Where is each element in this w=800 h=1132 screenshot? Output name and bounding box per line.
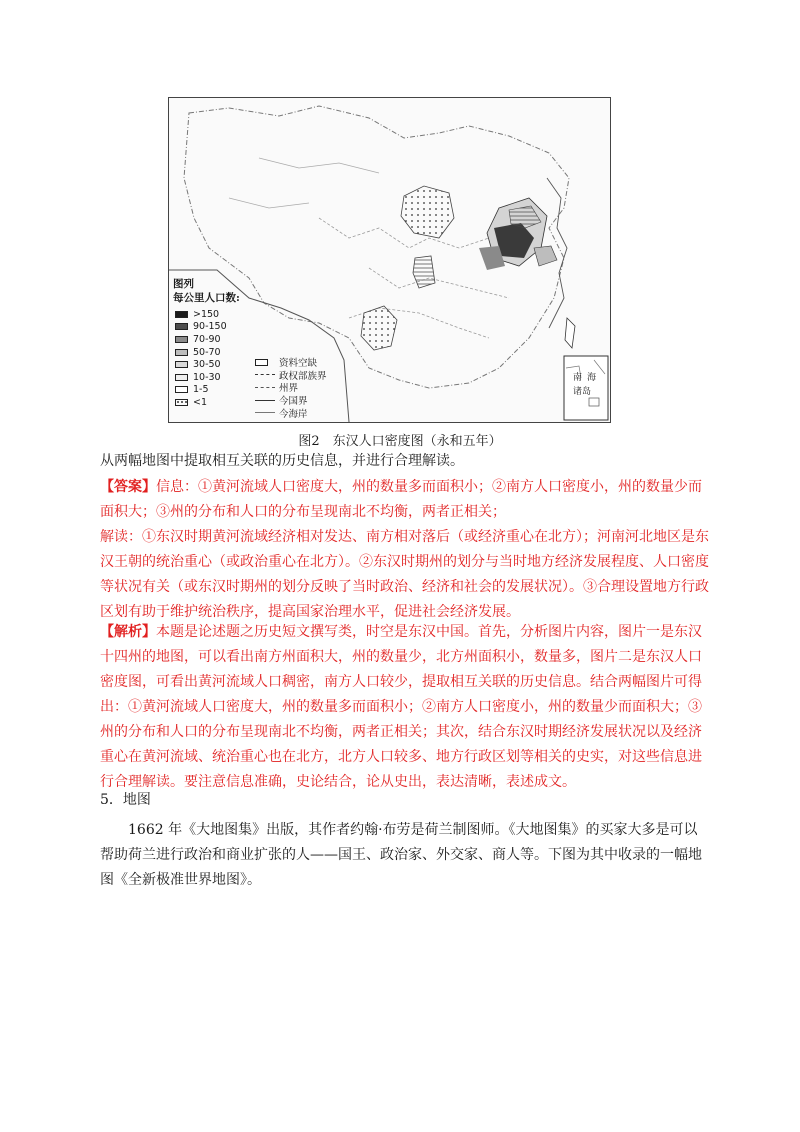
- legend-label: 资料空缺: [279, 358, 318, 370]
- analysis-tag: 【解析】: [100, 624, 156, 640]
- legend-item: [255, 406, 327, 419]
- legend-swatch: [175, 311, 188, 318]
- legend-box-sample: [255, 359, 268, 366]
- inset-label: 海: [587, 373, 597, 383]
- legend-line-solid: [255, 400, 275, 401]
- legend-item: [175, 308, 227, 321]
- legend-label: 70-90: [193, 333, 221, 345]
- legend-swatch: [175, 386, 188, 393]
- legend-label: >150: [193, 308, 220, 320]
- analysis-block: [100, 620, 710, 795]
- analysis-text: 本题是论述题之历史短文撰写类，时空是东汉中国。首先，分析图片内容，图片一是东汉十四州的地图，可以看出南方州面积大，州的数量少，北方州面积小，数量多，图片二是东汉人口密度图，可看出黄河流域人口稠密，南方人口较少，提取相互关联的历史信息。结合两幅图片可得出：①黄河流域人口密度大，州的数量多而面积小；②南方人口密度小，州的数量少而面积大；③州的分布和人口的分布呈现南北不均衡，两者正相关；其次，结合东汉时期经济发展状况以及经济重心在黄河流域、统治重心也在北方，北方人口较多、地方行政区划等相关的史实，对这些信息进行合理解读。要注意信息准确，史论结合，论从史出，表达清晰，表述成文。: [100, 624, 702, 790]
- population-density-map: [168, 97, 611, 423]
- legend-item: [175, 358, 227, 371]
- legend-item: [175, 333, 227, 346]
- legend-label: <1: [193, 396, 208, 408]
- question-text: 从两幅地图中提取相互关联的历史信息，并进行合理解读。: [100, 453, 464, 469]
- interpretation-text: 解读：①东汉时期黄河流域经济相对发达、南方相对落后（或经济重心在北方）；河南河北地区是东汉王朝的统治重心（或政治重心在北方）。②东汉时期州的划分与当时地方经济发展程度、人口密度等状况有关（或东汉时期州的划分反映了当时政治、经济和社会的发展状况）。③合理设置地方行政区划有助于维护统治秩序，提高国家治理水平，促进社会经济发展。: [100, 529, 709, 620]
- inset-label: 南: [573, 373, 583, 383]
- legend-item: [175, 321, 227, 334]
- legend-label: 今海岸: [279, 408, 308, 420]
- legend-label: 今国界: [279, 396, 308, 408]
- answer-text: 信息：①黄河流域人口密度大，州的数量多而面积小；②南方人口密度小，州的数量少而面积大；③州的分布和人口的分布呈现南北不均衡，两者正相关；: [100, 479, 702, 520]
- legend-item: [255, 356, 327, 369]
- legend-item: [175, 346, 227, 359]
- legend-swatch: [175, 349, 188, 356]
- section-heading: 5．地图: [100, 792, 151, 808]
- map-drawing: [169, 98, 610, 422]
- legend-swatch: [175, 361, 188, 368]
- section-paragraph: 1662 年《大地图集》出版，其作者约翰·布劳是荷兰制图师。《大地图集》的买家大多是可以帮助荷兰进行政治和商业扩张的人——国王、政治家、外交家、商人等。下图为其中收录的一幅地图《全新极准世界地图》。: [100, 822, 702, 888]
- legend-line-dashdot: [255, 374, 275, 375]
- legend-label: 政权部族界: [279, 370, 327, 382]
- legend-item: [175, 371, 227, 384]
- line-legend: [255, 356, 327, 419]
- inset-label: 诸岛: [573, 387, 592, 397]
- legend-label: 90-150: [193, 321, 227, 333]
- legend-label: 50-70: [193, 346, 221, 358]
- legend-line-thin: [255, 412, 275, 413]
- legend-item: [175, 396, 227, 409]
- answer-tag: 【答案】: [100, 479, 156, 495]
- legend-line-dash: [255, 387, 275, 388]
- legend-item: [255, 394, 327, 407]
- legend-label: 州界: [279, 383, 299, 395]
- legend-item: [255, 369, 327, 382]
- legend-swatch: [175, 336, 188, 343]
- legend-label: 10-30: [193, 371, 221, 383]
- answer-block: [100, 475, 710, 525]
- legend-item: [255, 381, 327, 394]
- legend-swatch-dotted: [175, 399, 188, 406]
- legend-title: 图列: [173, 278, 194, 290]
- legend-swatch: [175, 374, 188, 381]
- figure-caption: 图2 东汉人口密度图（永和五年）: [298, 434, 502, 449]
- legend-label: 1-5: [193, 384, 209, 396]
- density-legend: [175, 308, 227, 409]
- legend-swatch: [175, 323, 188, 330]
- legend-item: [175, 384, 227, 397]
- legend-subtitle: 每公里人口数:: [173, 292, 240, 304]
- legend-label: 30-50: [193, 359, 221, 371]
